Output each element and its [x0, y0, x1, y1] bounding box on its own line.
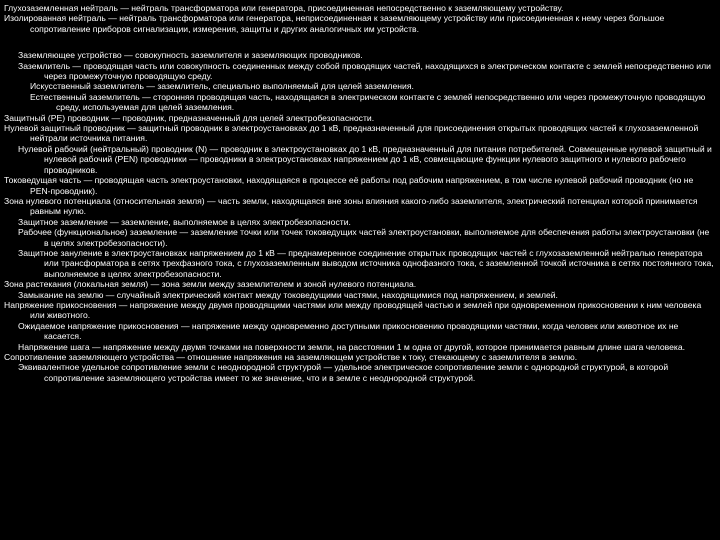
definition-paragraph: Замыкание на землю — случайный электрический контакт между токоведущими частями, находящимися под напряжением, и землей.	[18, 289, 558, 300]
definition-paragraph: Глухозаземленная нейтраль — нейтраль трансформатора или генератора, присоединенная непосредственно к заземляющему устройству.	[4, 3, 564, 13]
definition-paragraph: Естественный заземлитель — сторонняя проводящая часть, находящаяся в электрическом контакте с землей непосредственно или через промежуточную проводящую среду, используемая для целей заземления.	[30, 91, 706, 113]
definition-paragraph: Защитный (PE) проводник — проводник, предназначенный для целей электробезопасности.	[4, 112, 375, 123]
definition-paragraph: Эквивалентное удельное сопротивление земли с неоднородной структурой — удельное электрическое сопротивление земли с однородной структурой, в которой сопротивление заземляющего устройства имеет то же значение, что и в земле с неоднородной структурой.	[18, 362, 669, 383]
definition-paragraph: Ожидаемое напряжение прикосновения — напряжение между одновременно доступными прикосновению проводящими частями, когда человек или животное их не касается.	[18, 320, 679, 342]
definition-paragraph: Изолированная нейтраль — нейтраль трансформатора или генератора, неприсоединенная к заземляющему устройству или присоединенная к нему через большое сопротивление приборов сигнализации, измерения, защиты и других аналогичных им устройств.	[4, 13, 665, 34]
definition-paragraph: Искусственный заземлитель — заземлитель, специально выполняемый для целей заземления.	[30, 81, 414, 92]
definition-paragraph: Защитное зануление в электроустановках напряжением до 1 кВ — преднамеренное соединение открытых проводящих частей с глухозаземленной нейтралью генератора или трансформатора в сетях трехфазного тока, с глухозаземленным выводом источника однофазного тока, с заземленной точкой источника в сетях постоянного тока, выполняемое в целях электробезопасности.	[18, 247, 714, 279]
paragraph-gap	[4, 34, 714, 50]
definition-paragraph: Нулевой защитный проводник — защитный проводник в электроустановках до 1 кВ, предназначенный для присоединения открытых проводящих частей к глухозаземленной нейтрали источника питания.	[4, 123, 699, 144]
definition-paragraph: Нулевой рабочий (нейтральный) проводник (N) — проводник в электроустановках до 1 кВ, предназначенный для питания потребителей. Совмещенные нулевой защитный и нулевой рабочий (PEN) проводники — проводники в электроустановках напряжением до 1 кВ, совмещающие функции нулевого защитного и нулевого рабочего проводников.	[18, 143, 712, 175]
definition-paragraph: Рабочее (функциональное) заземление — заземление точки или точек токоведущих частей электроустановки, выполняемое для обеспечения работы электроустановки (не в целях электробезопасности).	[18, 227, 710, 248]
definitions-list	[4, 3, 714, 383]
definition-paragraph: Сопротивление заземляющего устройства — отношение напряжения на заземляющем устройстве к току, стекающему с заземлителя в землю.	[4, 352, 578, 362]
definition-paragraph: Напряжение прикосновения — напряжение между двумя проводящими частями или между проводящей частью и землей при одновременном прикосновении к ним человека или животного.	[4, 299, 702, 321]
definition-paragraph: Заземляющее устройство — совокупность заземлителя и заземляющих проводников.	[18, 50, 363, 61]
definition-paragraph: Защитное заземление — заземление, выполняемое в целях электробезопасности.	[18, 216, 351, 227]
definition-paragraph: Зона растекания (локальная земля) — зона земли между заземлителем и зоной нулевого потенциала.	[4, 279, 417, 290]
definition-paragraph: Зона нулевого потенциала (относительная земля) — часть земли, находящаяся вне зоны влияния какого-либо заземлителя, электрический потенциал которой принимается равным нулю.	[4, 195, 698, 217]
definition-paragraph: Заземлитель — проводящая часть или совокупность соединенных между собой проводящих частей, находящихся в электрическом контакте с землей непосредственно или через промежуточную проводящую среду.	[18, 60, 711, 82]
definition-paragraph: Напряжение шага — напряжение между двумя точками на поверхности земли, на расстоянии 1 м одна от другой, которое принимается равным длине шага человека.	[18, 341, 685, 352]
definition-paragraph: Токоведущая часть — проводящая часть электроустановки, находящаяся в процессе её работы под рабочим напряжением, в том числе нулевой рабочий проводник (но не PEN-проводник).	[4, 175, 694, 196]
